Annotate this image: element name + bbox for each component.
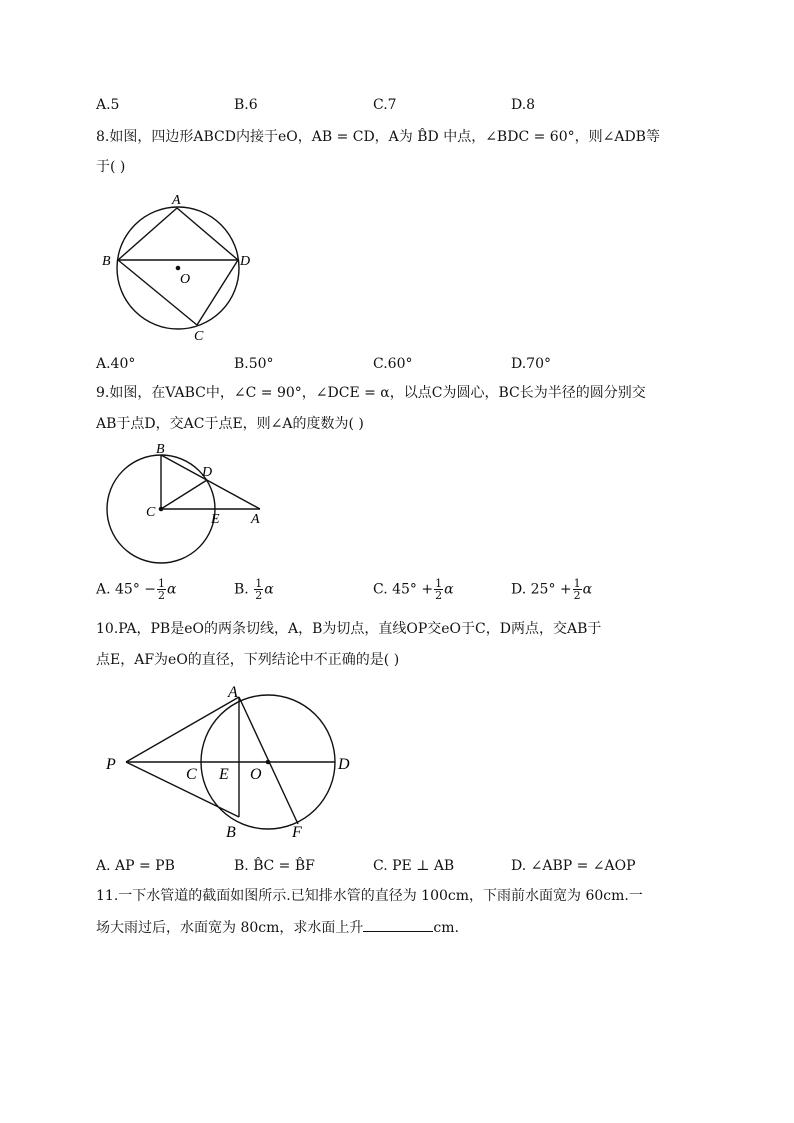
q11-answer-blank[interactable] [363,918,433,932]
q9-label-b: B [156,442,165,457]
q8-label-c: C [194,329,204,344]
q11-line2-before: 场大雨过后，水面宽为 80cm，求水面上升 [96,920,364,936]
q9-label-a: A [251,512,260,527]
q7-option-a: A.5 [96,97,120,113]
q8-label-d: D [240,254,251,269]
fraction-numerator: 1 [435,577,443,590]
q9-label-c: C [146,505,156,520]
q10-option-c: C. PE ⊥ AB [373,858,455,874]
q9-option-d [511,578,592,601]
q9-option-d-fraction [573,578,582,601]
q7-option-b: B.6 [234,97,258,113]
q11-stem-line1: 11.一下水管道的截面如图所示.已知排水管的直径为 100cm，下雨前水面宽为 60cm.一 [96,888,643,904]
q10-option-b: B. B̂C = B̂F [234,858,315,874]
q10-label-a: A [228,684,238,701]
q10-label-e: E [219,766,229,783]
q9-option-c [373,578,454,601]
q10-label-o: O [250,766,262,783]
q9-stem-line1: 9.如图，在VABC中，∠C = 90°，∠DCE = α，以点C为圆心，BC长为半径的圆分别交 [96,385,646,401]
q8-stem-line2: 于( ) [96,159,126,175]
q9-stem-line2: AB于点D，交AC于点E，则∠A的度数为( ) [96,416,364,432]
q10-option-a: A. AP = PB [96,858,175,874]
q9-segment-ba [161,455,260,509]
q9-label-d: D [202,465,213,480]
q8-segment-bc [118,260,197,325]
q8-label-a: A [172,193,181,208]
q8-center-dot [176,266,181,271]
q8-option-b: B.50° [234,356,274,372]
q9-segment-cd [161,480,207,509]
fraction-numerator: 1 [573,577,581,590]
q10-option-d: D. ∠ABP = ∠AOP [511,858,636,874]
q9-option-a [96,578,176,601]
q9-label-e: E [211,512,220,527]
q9-option-a-suffix: α [167,581,177,598]
fraction-denominator: 2 [435,589,443,602]
q9-option-b [234,578,274,601]
q9-center-dot [159,507,164,512]
q11-line2-after: cm. [433,920,459,936]
q10-label-d: D [338,756,350,773]
q11-stem-line2 [96,918,459,936]
q10-stem-line2: 点E，AF为eO的直径，下列结论中不正确的是( ) [96,652,400,668]
q8-option-d: D.70° [511,356,551,372]
q10-label-c: C [186,766,197,783]
q10-figure [96,676,376,846]
q8-label-o: O [180,272,191,287]
q7-option-c: C.7 [373,97,397,113]
q10-stem-line1: 10.PA，PB是eO的两条切线，A，B为切点，直线OP交eO于C，D两点，交AB于 [96,621,602,637]
q9-figure [96,440,276,565]
q9-option-b-suffix: α [264,581,274,598]
fraction-denominator: 2 [158,589,166,602]
q9-option-b-prefix: B. [234,581,249,598]
q8-stem-line1: 8.如图，四边形ABCD内接于eO，AB = CD，A为 B̂D 中点，∠BDC = 60°，则∠ADB等 [96,129,660,145]
q10-label-b: B [226,824,236,841]
q10-label-f: F [292,824,302,841]
q9-option-c-fraction [434,578,443,601]
q9-option-a-prefix: A. 45° − [96,581,157,598]
q10-tangent-pa [126,697,239,762]
q8-option-c: C.60° [373,356,413,372]
q8-label-b: B [102,254,111,269]
fraction-denominator: 2 [573,589,581,602]
q9-option-c-prefix: C. 45° + [373,581,434,598]
q9-option-c-suffix: α [444,581,454,598]
fraction-numerator: 1 [158,577,166,590]
q10-label-p: P [106,756,116,773]
q8-figure [96,185,276,345]
q8-option-a: A.40° [96,356,136,372]
q9-option-b-fraction [254,578,263,601]
fraction-denominator: 2 [255,589,263,602]
q10-center-dot [266,760,271,765]
q9-option-d-suffix: α [582,581,593,598]
q9-option-d-prefix: D. 25° + [511,581,572,598]
q9-option-a-fraction [157,578,166,601]
fraction-numerator: 1 [255,577,263,590]
q7-option-d: D.8 [511,97,536,113]
